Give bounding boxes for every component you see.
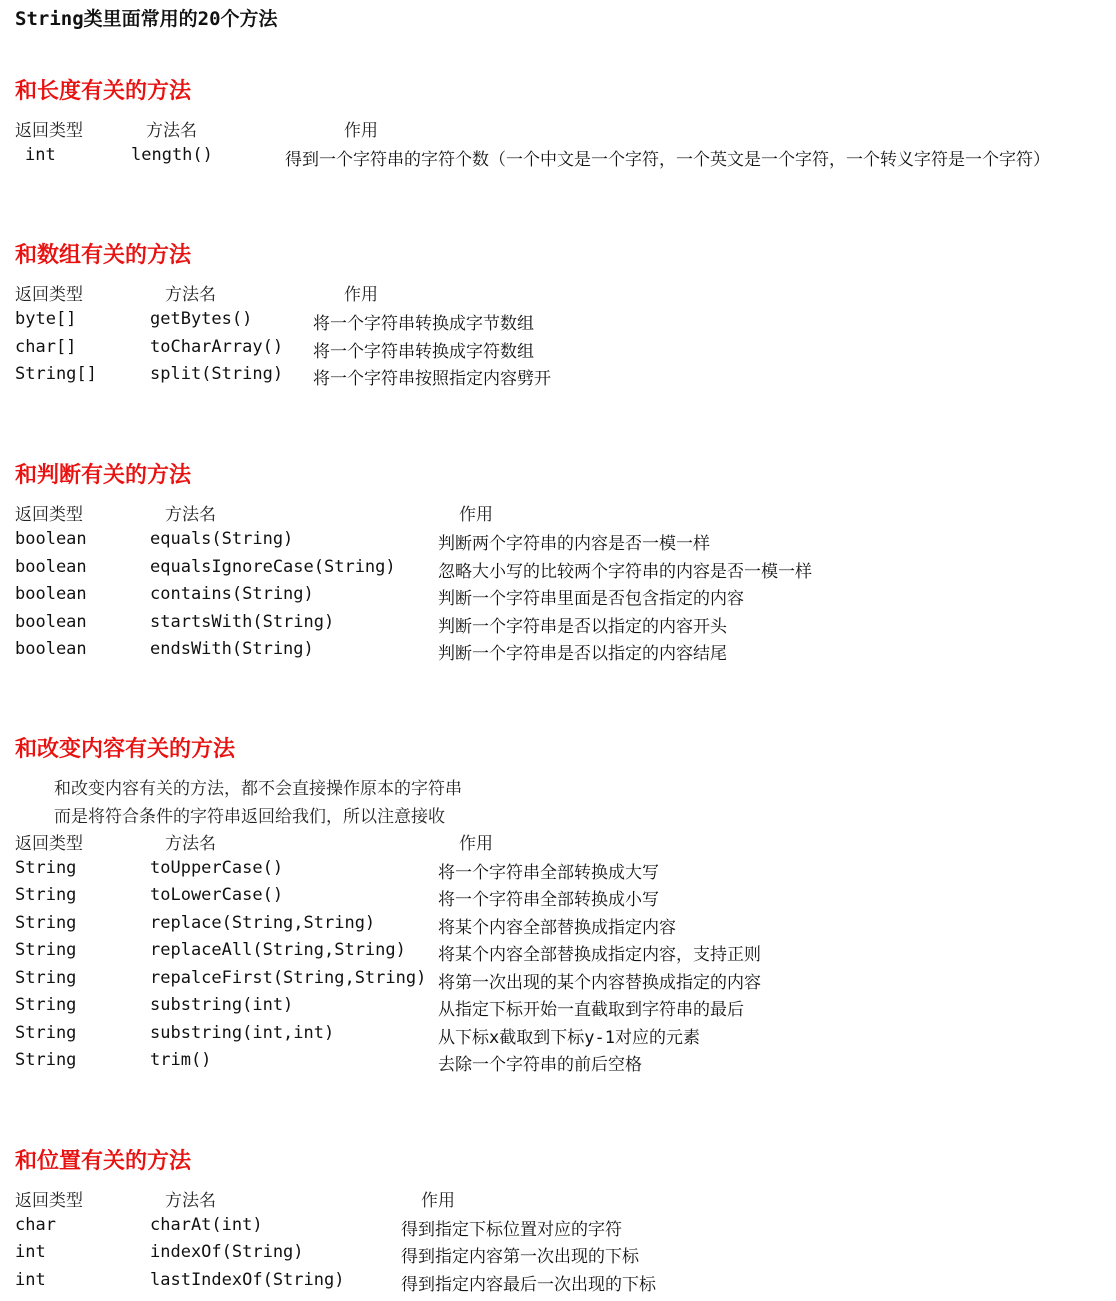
row-return-type: boolean xyxy=(15,639,87,659)
row-return-type: boolean xyxy=(15,584,87,604)
column-header-description: 作用 xyxy=(344,121,378,141)
row-method-name: charAt(int) xyxy=(150,1215,263,1235)
row-method-name: repalceFirst(String,String) xyxy=(150,968,427,988)
row-description: 将一个字符串转换成字节数组 xyxy=(313,314,534,334)
row-description: 判断一个字符串是否以指定的内容结尾 xyxy=(438,644,727,664)
row-description: 忽略大小写的比较两个字符串的内容是否一模一样 xyxy=(438,562,812,582)
row-description: 得到指定下标位置对应的字符 xyxy=(401,1220,622,1240)
row-description: 将一个字符串全部转换成小写 xyxy=(438,890,659,910)
section-heading: 和判断有关的方法 xyxy=(15,463,192,488)
row-method-name: getBytes() xyxy=(150,309,253,329)
row-method-name: substring(int,int) xyxy=(150,1023,335,1043)
column-header-method-name: 方法名 xyxy=(165,1191,216,1211)
column-header-description: 作用 xyxy=(421,1191,455,1211)
row-method-name: indexOf(String) xyxy=(150,1242,304,1262)
column-header-method-name: 方法名 xyxy=(165,285,216,305)
row-method-name: equals(String) xyxy=(150,529,294,549)
column-header-method-name: 方法名 xyxy=(165,505,216,525)
row-method-name: toLowerCase() xyxy=(150,885,284,905)
row-description: 判断两个字符串的内容是否一模一样 xyxy=(438,534,710,554)
row-return-type: String xyxy=(15,968,77,988)
column-header-description: 作用 xyxy=(344,285,378,305)
section-note: 而是将符合条件的字符串返回给我们，所以注意接收 xyxy=(54,807,445,827)
row-description: 将一个字符串按照指定内容劈开 xyxy=(313,369,551,389)
column-header-return-type: 返回类型 xyxy=(15,834,83,854)
section-heading: 和数组有关的方法 xyxy=(15,243,192,268)
column-header-return-type: 返回类型 xyxy=(15,285,83,305)
row-return-type: int xyxy=(25,145,56,165)
row-description: 去除一个字符串的前后空格 xyxy=(438,1055,642,1075)
row-return-type: byte[] xyxy=(15,309,77,329)
page-title: String类里面常用的20个方法 xyxy=(15,8,278,30)
row-method-name: toCharArray() xyxy=(150,337,284,357)
column-header-return-type: 返回类型 xyxy=(15,121,83,141)
row-return-type: String xyxy=(15,940,77,960)
row-description: 将第一次出现的某个内容替换成指定的内容 xyxy=(438,973,761,993)
row-description: 得到指定内容第一次出现的下标 xyxy=(401,1247,639,1267)
row-description: 将一个字符串转换成字符数组 xyxy=(313,342,534,362)
row-return-type: int xyxy=(15,1242,46,1262)
column-header-return-type: 返回类型 xyxy=(15,1191,83,1211)
row-description: 将一个字符串全部转换成大写 xyxy=(438,863,659,883)
row-return-type: String xyxy=(15,885,77,905)
row-return-type: boolean xyxy=(15,529,87,549)
row-return-type: String[] xyxy=(15,364,97,384)
row-description: 得到一个字符串的字符个数（一个中文是一个字符，一个英文是一个字符，一个转义字符是一个字符） xyxy=(285,150,1050,170)
column-header-description: 作用 xyxy=(459,834,493,854)
row-method-name: contains(String) xyxy=(150,584,314,604)
row-return-type: char xyxy=(15,1215,56,1235)
row-return-type: String xyxy=(15,1050,77,1070)
row-return-type: boolean xyxy=(15,557,87,577)
column-header-method-name: 方法名 xyxy=(146,121,197,141)
section-note: 和改变内容有关的方法，都不会直接操作原本的字符串 xyxy=(54,779,462,799)
row-description: 从指定下标开始一直截取到字符串的最后 xyxy=(438,1000,744,1020)
row-method-name: startsWith(String) xyxy=(150,612,335,632)
row-return-type: String xyxy=(15,858,77,878)
section-heading: 和改变内容有关的方法 xyxy=(15,737,236,762)
row-method-name: toUpperCase() xyxy=(150,858,284,878)
row-return-type: char[] xyxy=(15,337,77,357)
row-return-type: boolean xyxy=(15,612,87,632)
row-method-name: endsWith(String) xyxy=(150,639,314,659)
section-heading: 和长度有关的方法 xyxy=(15,79,192,104)
row-description: 判断一个字符串里面是否包含指定的内容 xyxy=(438,589,744,609)
section-heading: 和位置有关的方法 xyxy=(15,1149,192,1174)
row-return-type: String xyxy=(15,995,77,1015)
column-header-return-type: 返回类型 xyxy=(15,505,83,525)
row-description: 将某个内容全部替换成指定内容，支持正则 xyxy=(438,945,761,965)
row-return-type: int xyxy=(15,1270,46,1290)
row-method-name: replaceAll(String,String) xyxy=(150,940,406,960)
row-return-type: String xyxy=(15,913,77,933)
row-method-name: lastIndexOf(String) xyxy=(150,1270,345,1290)
row-description: 从下标x截取到下标y-1对应的元素 xyxy=(438,1028,700,1048)
row-method-name: substring(int) xyxy=(150,995,294,1015)
row-return-type: String xyxy=(15,1023,77,1043)
row-description: 得到指定内容最后一次出现的下标 xyxy=(401,1275,656,1295)
row-method-name: split(String) xyxy=(150,364,284,384)
column-header-method-name: 方法名 xyxy=(165,834,216,854)
row-description: 判断一个字符串是否以指定的内容开头 xyxy=(438,617,727,637)
row-method-name: equalsIgnoreCase(String) xyxy=(150,557,396,577)
row-description: 将某个内容全部替换成指定内容 xyxy=(438,918,676,938)
row-method-name: length() xyxy=(131,145,213,165)
row-method-name: replace(String,String) xyxy=(150,913,376,933)
column-header-description: 作用 xyxy=(459,505,493,525)
row-method-name: trim() xyxy=(150,1050,212,1070)
